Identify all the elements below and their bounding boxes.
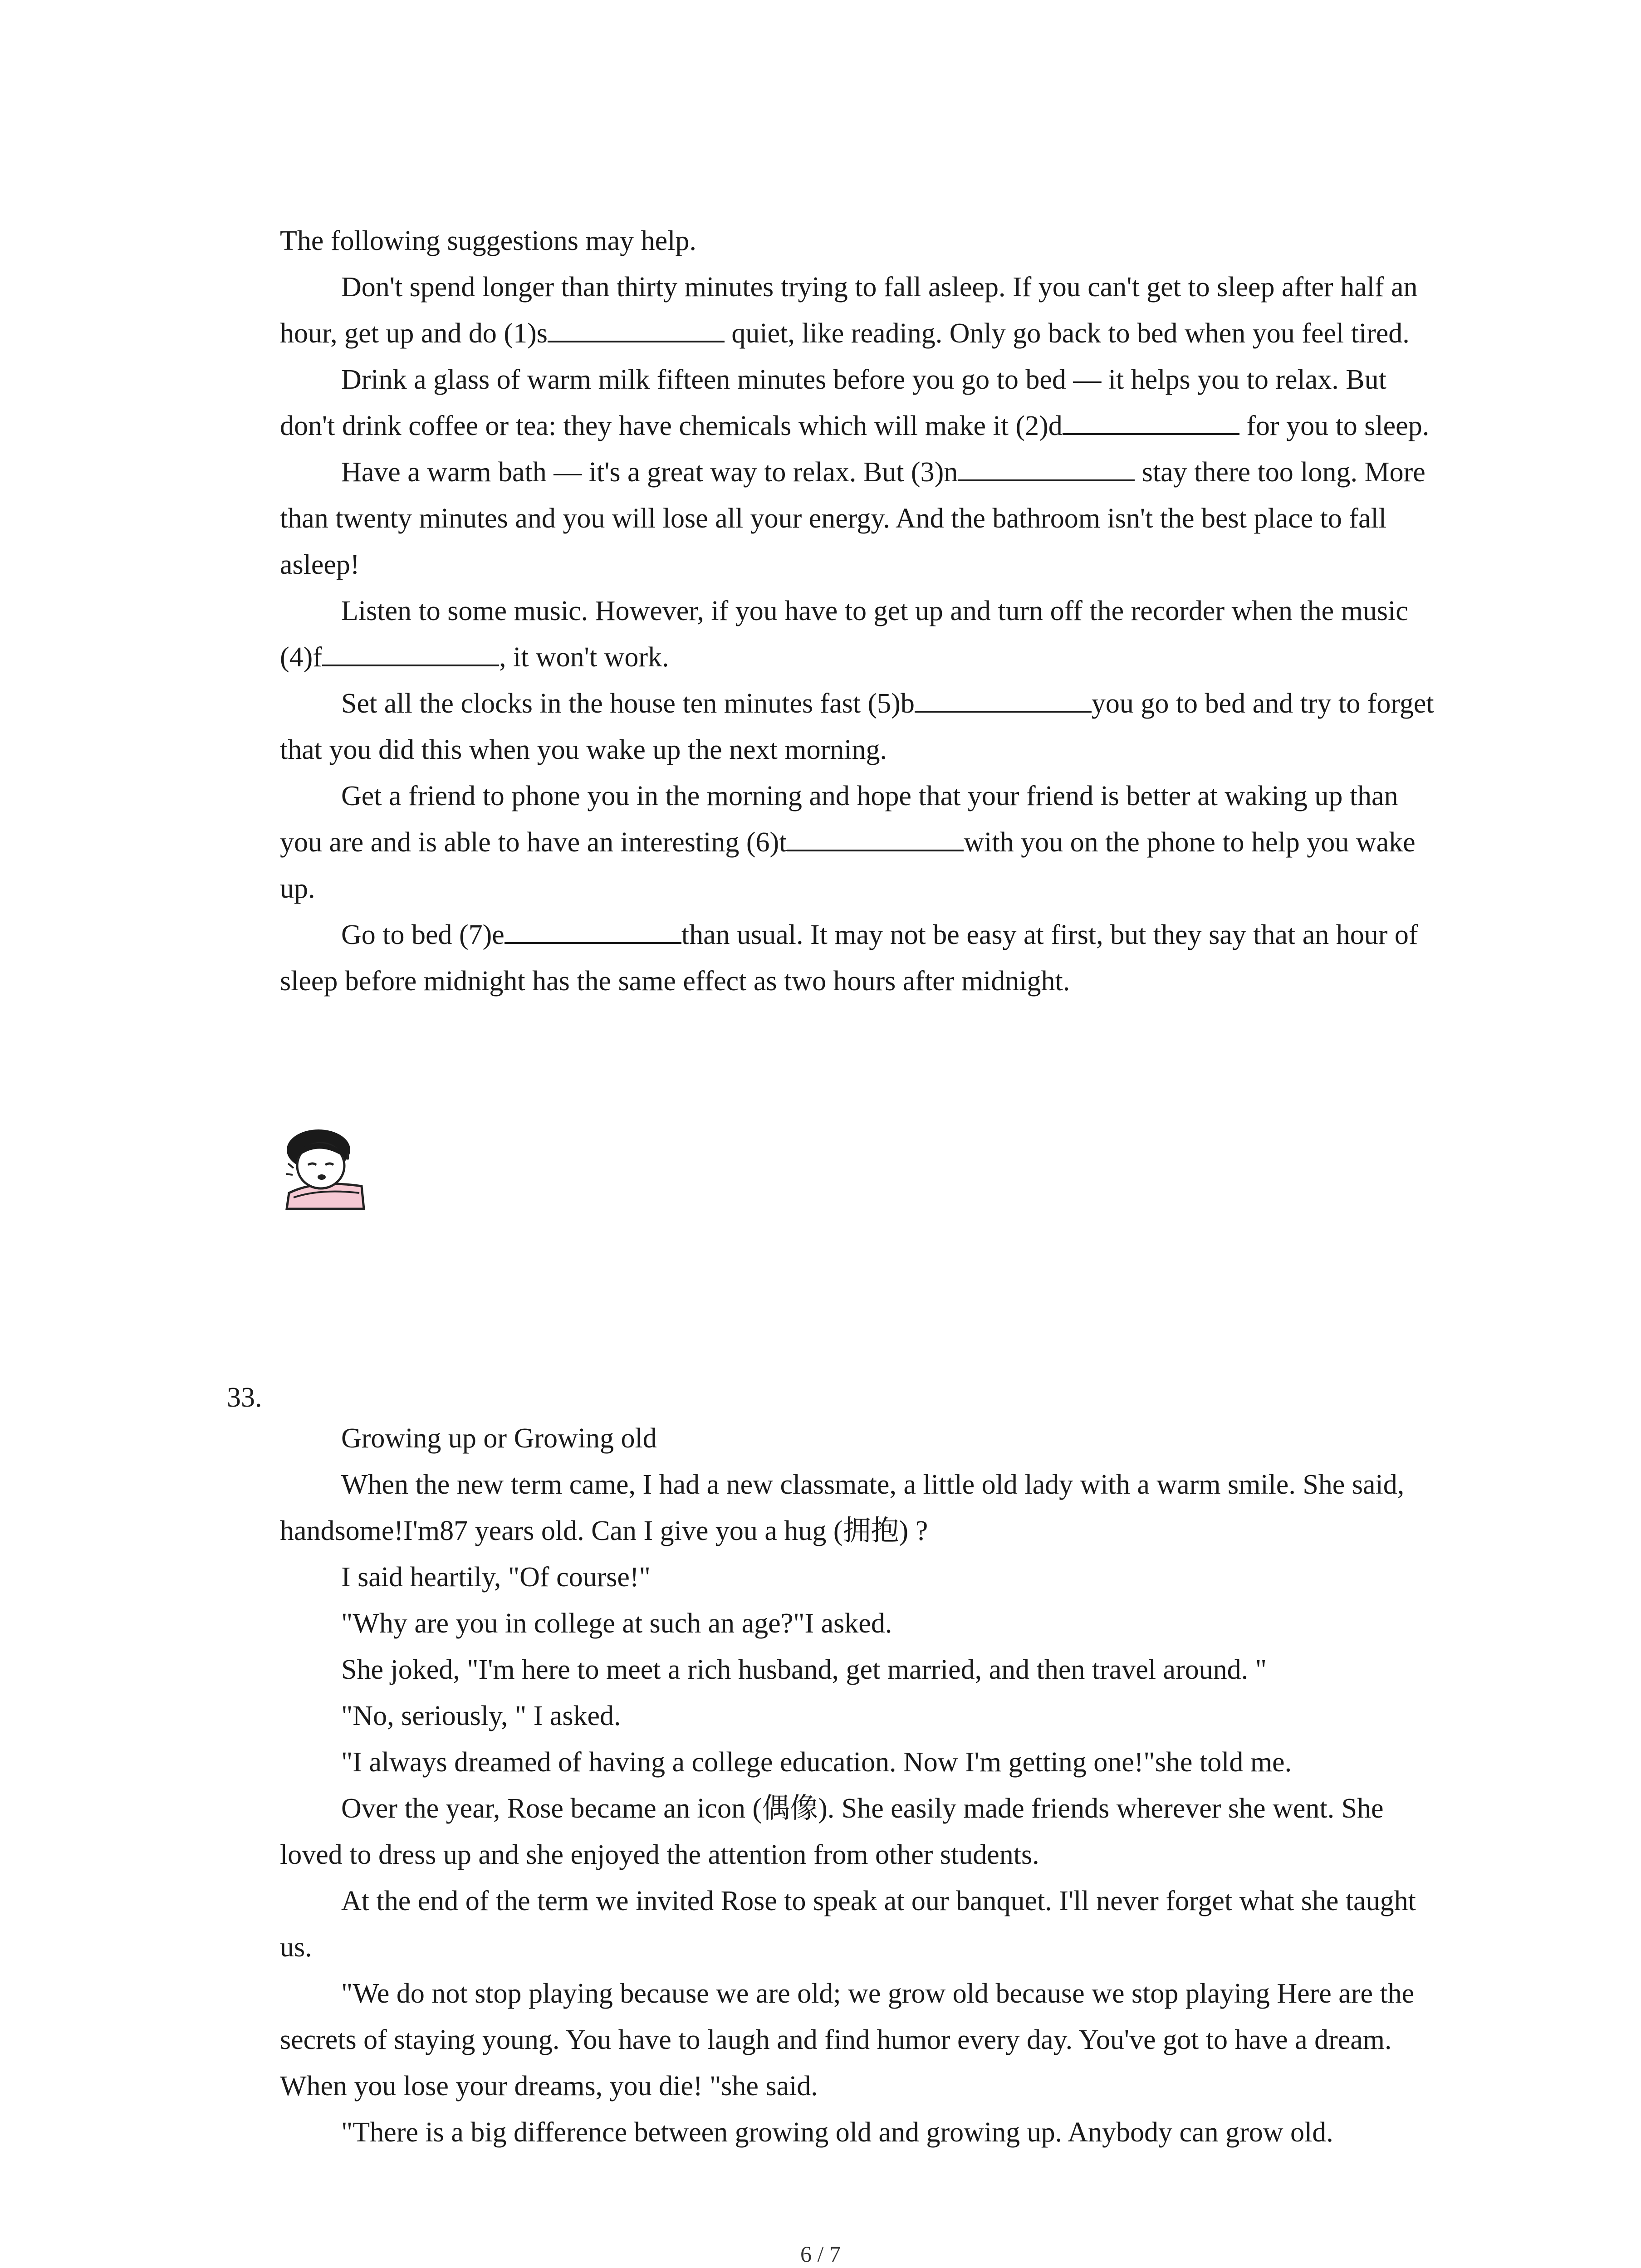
tip-2 <box>280 357 1441 449</box>
blank-5[interactable] <box>915 681 1092 713</box>
blank-4[interactable] <box>322 635 499 666</box>
paragraph: When the new term came, I had a new classmate, a little old lady with a warm smile. She said, handsome!I'm87 years old. Can I give you a hug (拥抱) ? <box>280 1469 1405 1546</box>
tip-2-text-a: Drink a glass of warm milk fifteen minutes before you go to bed — it helps you to relax. But don't drink coffee or tea: they have chemicals which will make it (2)d <box>280 364 1386 441</box>
passage-growing-up <box>280 1415 1441 2156</box>
tip-4 <box>280 588 1441 680</box>
tip-7 <box>280 912 1441 1004</box>
tip-4-text-a: Listen to some music. However, if you have to get up and turn off the recorder when the music (4)f <box>280 596 1408 673</box>
paragraph: "No, seriously, " I asked. <box>341 1701 621 1731</box>
tip-5-text-b: you go to bed and try to forget that you did this when you wake up the next morning. <box>280 688 1434 765</box>
paragraph: "There is a big difference between growing old and growing up. Anybody can grow old. <box>341 2117 1333 2148</box>
tip-6-text-b: with you on the phone to help you wake up. <box>280 827 1416 904</box>
blank-2[interactable] <box>1063 403 1239 435</box>
blank-7[interactable] <box>505 912 681 944</box>
tip-1-text-b: quiet, like reading. Only go back to bed when you feel tired. <box>724 318 1410 349</box>
blank-3[interactable] <box>958 450 1135 481</box>
tip-6 <box>280 773 1441 912</box>
paragraph: She joked, "I'm here to meet a rich husband, get married, and then travel around. " <box>341 1654 1267 1685</box>
paragraph: I said heartily, "Of course!" <box>341 1562 651 1593</box>
paragraph: "Why are you in college at such an age?"I asked. <box>341 1608 892 1639</box>
tip-5 <box>280 680 1441 773</box>
tip-1 <box>280 264 1441 357</box>
tip-6-text-a: Get a friend to phone you in the morning and hope that your friend is better at waking up than you are and is able to have an interesting (6)t <box>280 781 1398 858</box>
paragraph: "I always dreamed of having a college education. Now I'm getting one!"she told me. <box>341 1747 1292 1778</box>
tip-7-text-b: than usual. It may not be easy at first, but they say that an hour of sleep before midnight has the same effect as two hours after midnight. <box>280 919 1418 997</box>
question-number: 33. <box>227 1382 262 1413</box>
tip-7-text-a: Go to bed (7)e <box>341 919 505 950</box>
passage-title: Growing up or Growing old <box>341 1423 657 1454</box>
tip-5-text-a: Set all the clocks in the house ten minutes fast (5)b <box>341 688 915 719</box>
tip-1-text-a: Don't spend longer than thirty minutes trying to fall asleep. If you can't get to sleep after half an hour, get up and do (1)s <box>280 272 1418 349</box>
passage-sleep-tips <box>280 218 1441 1004</box>
tip-3-text-b: stay there too long. More than twenty minutes and you will lose all your energy. And the bathroom isn't the best place to fall asleep! <box>280 457 1425 580</box>
tip-3 <box>280 449 1441 588</box>
sleeping-person-icon <box>280 1125 368 1211</box>
intro-line: The following suggestions may help. <box>280 225 696 256</box>
paragraph: "We do not stop playing because we are old; we grow old because we stop playing Here are the secrets of staying young. You have to laugh and find humor every day. You've got to have a dream. When you lose your dreams, you die! "she said. <box>280 1978 1415 2102</box>
tip-4-text-b: , it won't work. <box>499 642 669 673</box>
paragraph: At the end of the term we invited Rose to speak at our banquet. I'll never forget what she taught us. <box>280 1886 1416 1963</box>
page-number: 6 / 7 <box>800 2241 841 2267</box>
blank-1[interactable] <box>548 311 725 342</box>
paragraph: Over the year, Rose became an icon (偶像). She easily made friends wherever she went. She loved to dress up and she enjoyed the attention from other students. <box>280 1793 1384 1870</box>
tip-2-text-b: for you to sleep. <box>1239 411 1430 441</box>
blank-6[interactable] <box>787 820 964 851</box>
tip-3-text-a: Have a warm bath — it's a great way to relax. But (3)n <box>341 457 958 488</box>
sleeping-person-illustration <box>280 1125 368 1211</box>
